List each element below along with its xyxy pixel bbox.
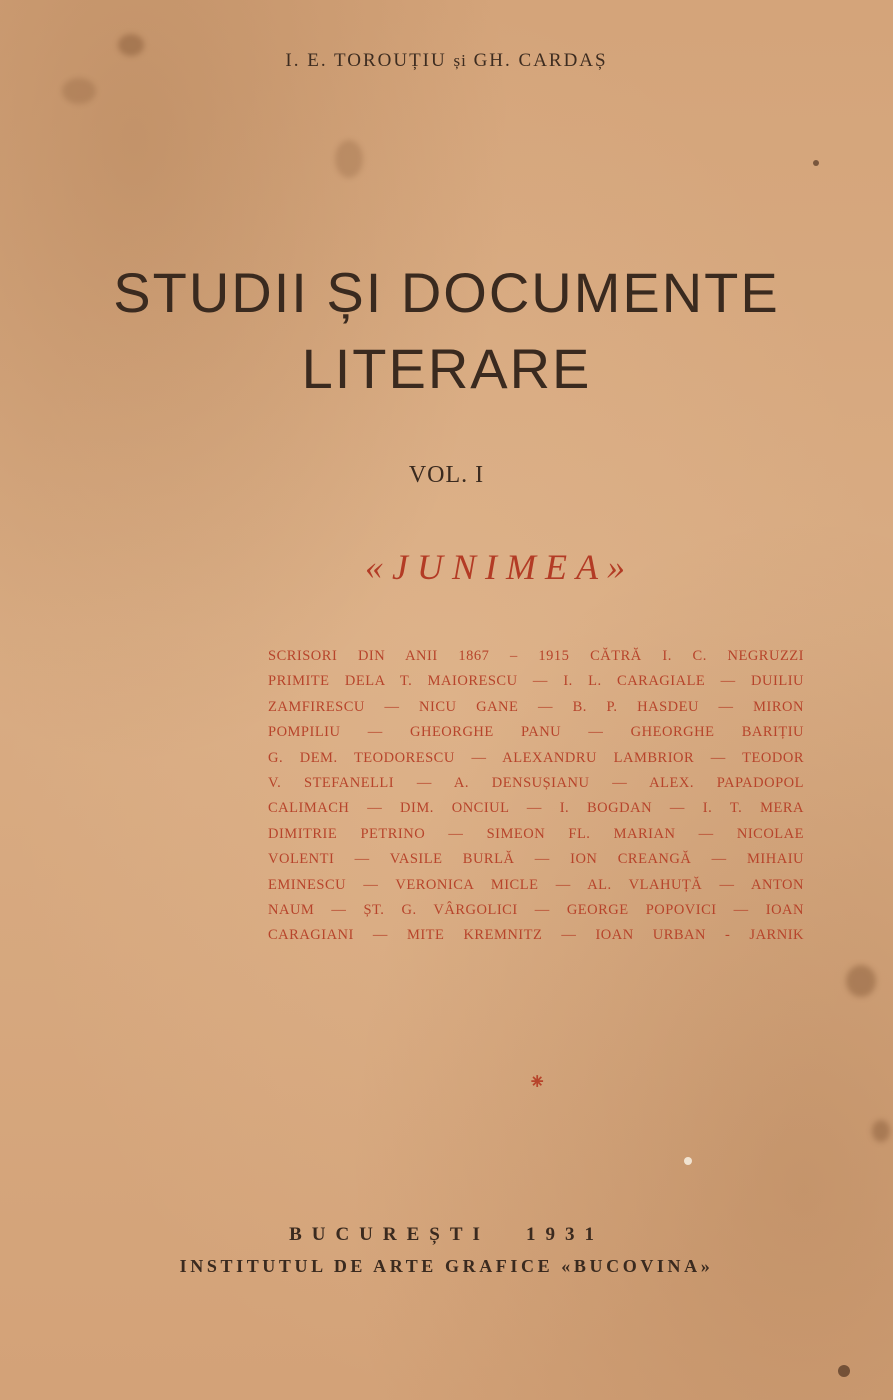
imprint-city-year <box>0 1224 893 1246</box>
contributors-line: EMINESCU — VERONICA MICLE — AL. VLAHUȚĂ — ANTON <box>268 876 804 893</box>
contributors-line: VOLENTI — VASILE BURLĂ — ION CREANGĂ — MIHAIU <box>268 851 804 868</box>
contributors-line: DIMITRIE PETRINO — SIMEON FL. MARIAN — NICOLAE <box>268 825 804 842</box>
stain-right-mid <box>846 965 876 997</box>
imprint-year: 1931 <box>525 1224 604 1245</box>
subtitle: «JUNIMEA» <box>365 547 634 587</box>
author-second: GH. CARDAȘ <box>473 50 608 71</box>
contributors-line: POMPILIU — GHEORGHE PANU — GHEORGHE BARIȚIU <box>268 724 804 741</box>
contributors-list <box>268 644 804 949</box>
fleck-1 <box>813 160 819 166</box>
imprint-city: BUCUREȘTI <box>289 1224 490 1245</box>
stain-upper-center <box>335 140 363 178</box>
contributors-line: SCRISORI DIN ANII 1867 – 1915 CĂTRĂ I. C. NEGRUZZI <box>268 648 804 664</box>
imprint-publisher: INSTITUTUL DE ARTE GRAFICE «BUCOVINA» <box>179 1256 714 1276</box>
contributors-line: CALIMACH — DIM. ONCIUL — I. BOGDAN — I. T. MERA <box>268 800 804 817</box>
book-title <box>0 255 893 407</box>
contributors-line: PRIMITE DELA T. MAIORESCU — I. L. CARAGIALE — DUILIU <box>268 673 804 690</box>
volume-number: VOL. I <box>408 462 485 488</box>
authors-line <box>0 50 893 72</box>
stain-right-low <box>872 1120 890 1142</box>
title-line-2: LITERARE <box>301 337 592 400</box>
paper-spot <box>684 1157 692 1165</box>
author-conjunction: și <box>453 51 467 70</box>
contributors-line: V. STEFANELLI — A. DENSUȘIANU — ALEX. PAPADOPOL <box>268 774 804 791</box>
contributors-line: NAUM — ȘT. G. VÂRGOLICI — GEORGE POPOVICI — IOAN <box>268 901 804 918</box>
contributors-line: G. DEM. TEODORESCU — ALEXANDRU LAMBRIOR — TEODOR <box>268 749 804 766</box>
fleck-2 <box>838 1365 850 1377</box>
contributors-line: ZAMFIRESCU — NICU GANE — B. P. HASDEU — MIRON <box>268 698 804 715</box>
contributors-line: CARAGIANI — MITE KREMNITZ — IOAN URBAN - JARNIK <box>268 927 804 944</box>
asterisk-ornament-icon: ⁕ <box>528 1070 547 1095</box>
title-line-1: STUDII ȘI DOCUMENTE <box>113 261 780 324</box>
author-first: I. E. TOROUȚIU <box>285 50 447 71</box>
stain-top-left-2 <box>62 78 96 104</box>
